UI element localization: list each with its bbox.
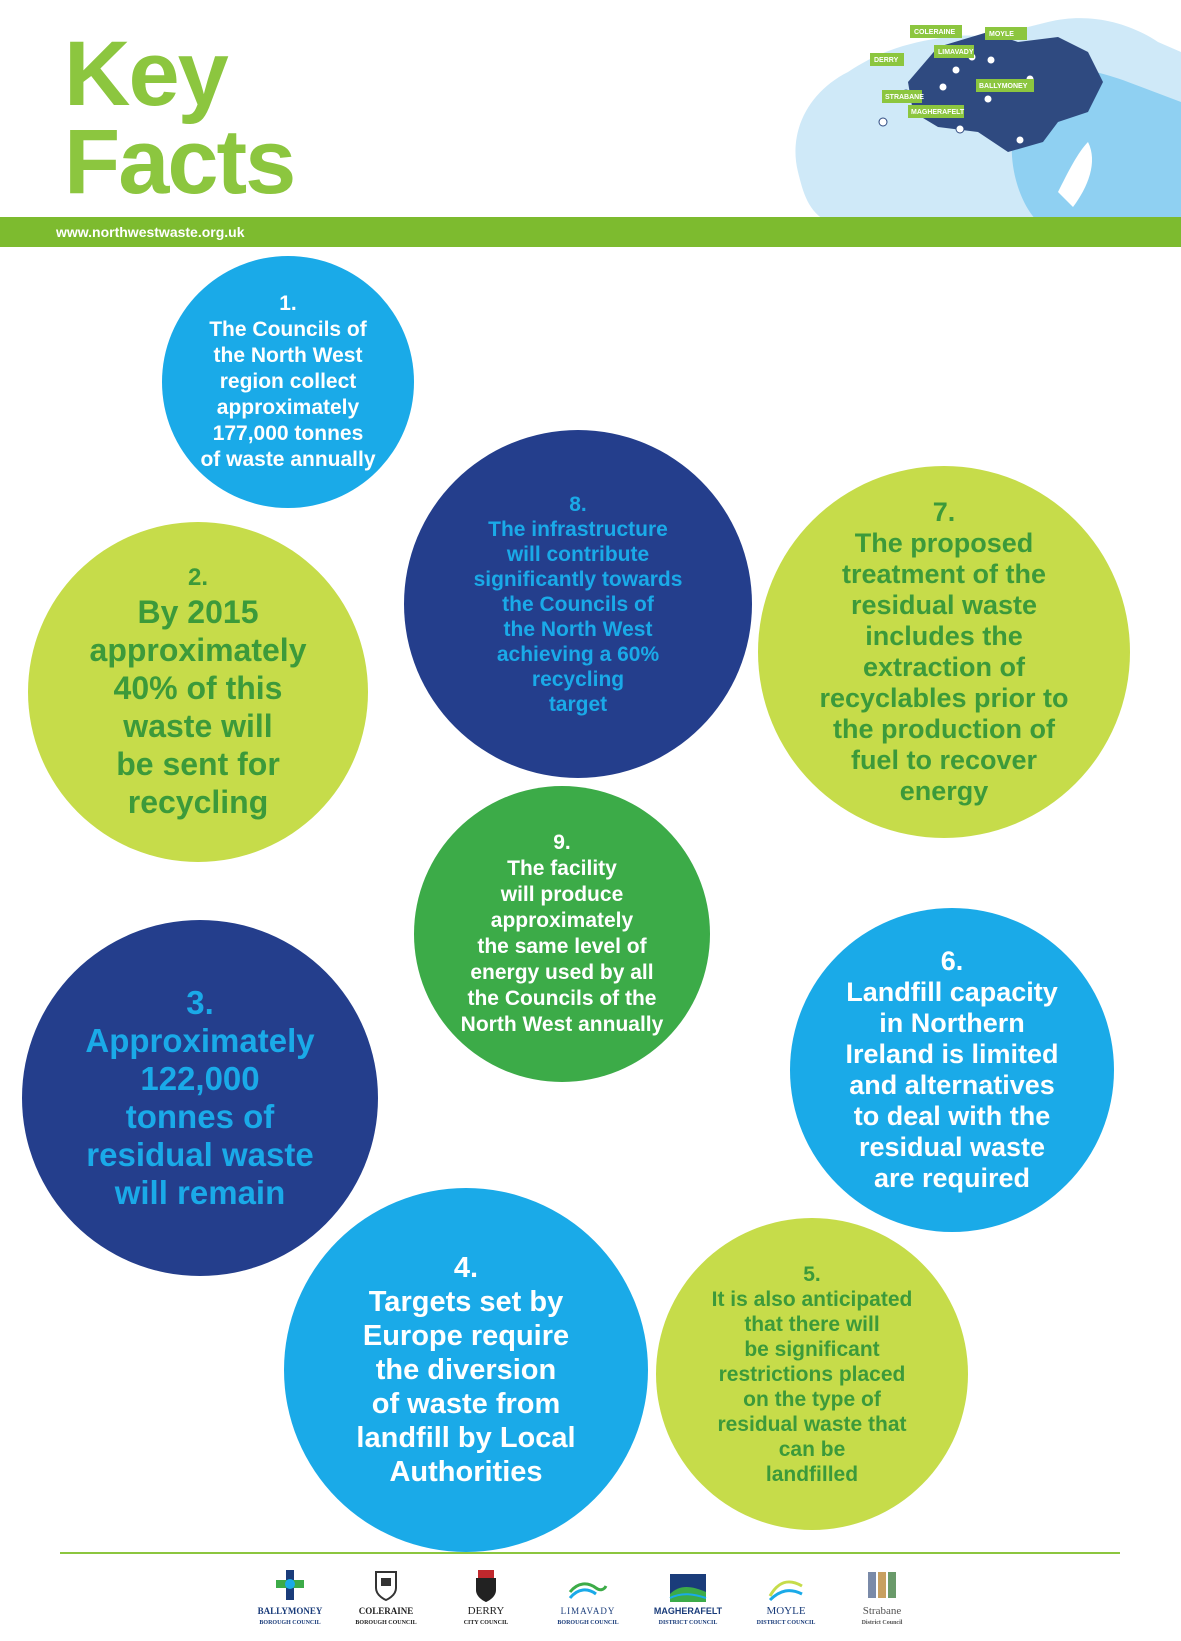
logo-name: DERRY bbox=[467, 1605, 505, 1617]
fact-circle-5 bbox=[656, 1218, 968, 1530]
strabane-tiles-icon bbox=[862, 1568, 902, 1604]
fact-circle-2 bbox=[28, 522, 368, 862]
title-line-key: Key bbox=[64, 23, 227, 125]
fact-circle-9 bbox=[414, 786, 710, 1082]
coleraine-crest-icon bbox=[366, 1568, 406, 1604]
fact-text: By 2015 approximately 40% of this waste will be sent for recycling bbox=[89, 594, 307, 820]
fact-circle-7 bbox=[758, 466, 1130, 838]
fact-number: 6. bbox=[940, 946, 964, 976]
map-label-strabane: STRABANE bbox=[885, 94, 924, 101]
logo-coleraine bbox=[346, 1568, 426, 1638]
map-label-magherafelt: MAGHERAFELT bbox=[911, 109, 965, 116]
fact-circle-1 bbox=[162, 256, 414, 508]
region-map bbox=[788, 12, 1181, 222]
logo-name: BALLYMONEY bbox=[257, 1606, 323, 1616]
page-title bbox=[64, 23, 295, 213]
fact-text: The proposed treatment of the residual waste includes the extraction of recyclables prior to the production of fuel to recover energy bbox=[819, 528, 1069, 806]
logo-sub: BOROUGH COUNCIL bbox=[557, 1620, 619, 1626]
moyle-hills-icon bbox=[766, 1568, 806, 1604]
map-label-ballymoney: BALLYMONEY bbox=[979, 83, 1028, 90]
fact-number: 2. bbox=[187, 564, 208, 591]
logo-ballymoney bbox=[250, 1568, 330, 1638]
fact-text: Landfill capacity in Northern Ireland is limited and alternatives to deal with the residual waste are required bbox=[845, 977, 1059, 1193]
fact-circle-6 bbox=[790, 908, 1114, 1232]
ballymoney-crest-icon bbox=[270, 1568, 310, 1604]
derry-crest-icon bbox=[466, 1568, 506, 1604]
logo-sub: BOROUGH COUNCIL bbox=[259, 1620, 321, 1626]
logo-strabane bbox=[842, 1568, 922, 1638]
logo-name: MOYLE bbox=[766, 1605, 806, 1617]
map-label-derry: DERRY bbox=[874, 57, 899, 64]
fact-text: Targets set by Europe require the diversion of waste from landfill by Local Authorities bbox=[356, 1286, 576, 1488]
logo-sub: DISTRICT COUNCIL bbox=[756, 1620, 816, 1626]
fact-number: 8. bbox=[569, 492, 587, 516]
northern-ireland-map-icon bbox=[788, 12, 1181, 222]
fact-text: The facility will produce approximately the same level of energy used by all the Councils of the North West annually bbox=[460, 857, 664, 1036]
magherafelt-landscape-icon bbox=[668, 1568, 708, 1604]
fact-number: 3. bbox=[186, 984, 214, 1021]
fact-text: The Councils of the North West region collect approximately 177,000 tonnes of waste annually bbox=[200, 318, 376, 471]
fact-text: Approximately 122,000 tonnes of residual waste will remain bbox=[85, 1022, 315, 1211]
title-line-facts: Facts bbox=[64, 111, 295, 213]
fact-text: The infrastructure will contribute significantly towards the Councils of the North West achieving a 60% recycling target bbox=[473, 517, 683, 716]
logo-limavady bbox=[548, 1568, 628, 1638]
footer-divider bbox=[60, 1552, 1120, 1554]
fact-number: 1. bbox=[279, 292, 297, 315]
fact-circle-4 bbox=[284, 1188, 648, 1552]
fact-number: 5. bbox=[803, 1262, 821, 1286]
map-label-moyle: MOYLE bbox=[989, 31, 1014, 38]
fact-number: 7. bbox=[932, 497, 956, 527]
fact-circle-3 bbox=[22, 920, 378, 1276]
logo-name: MAGHERAFELT bbox=[653, 1606, 723, 1616]
limavady-wave-icon bbox=[568, 1568, 608, 1604]
fact-circle-8 bbox=[404, 430, 752, 778]
logo-sub: DISTRICT COUNCIL bbox=[658, 1620, 718, 1626]
logo-name: Strabane bbox=[862, 1605, 902, 1617]
fact-text: It is also anticipated that there will be significant restrictions placed on the type of residual waste that can be landfilled bbox=[711, 1287, 913, 1486]
map-label-coleraine: COLERAINE bbox=[914, 29, 956, 36]
logo-sub: CITY COUNCIL bbox=[463, 1620, 509, 1626]
map-label-limavady: LIMAVADY bbox=[938, 49, 974, 56]
fact-number: 9. bbox=[553, 831, 571, 854]
fact-number: 4. bbox=[453, 1252, 479, 1284]
logo-derry bbox=[446, 1568, 526, 1638]
logo-name: COLERAINE bbox=[358, 1606, 414, 1616]
logo-magherafelt bbox=[648, 1568, 728, 1638]
logo-name: LIMAVADY bbox=[560, 1606, 616, 1616]
logo-sub: BOROUGH COUNCIL bbox=[355, 1620, 417, 1626]
website-url[interactable]: www.northwestwaste.org.uk bbox=[56, 224, 245, 240]
logo-sub: District Council bbox=[861, 1620, 903, 1626]
logo-moyle bbox=[746, 1568, 826, 1638]
